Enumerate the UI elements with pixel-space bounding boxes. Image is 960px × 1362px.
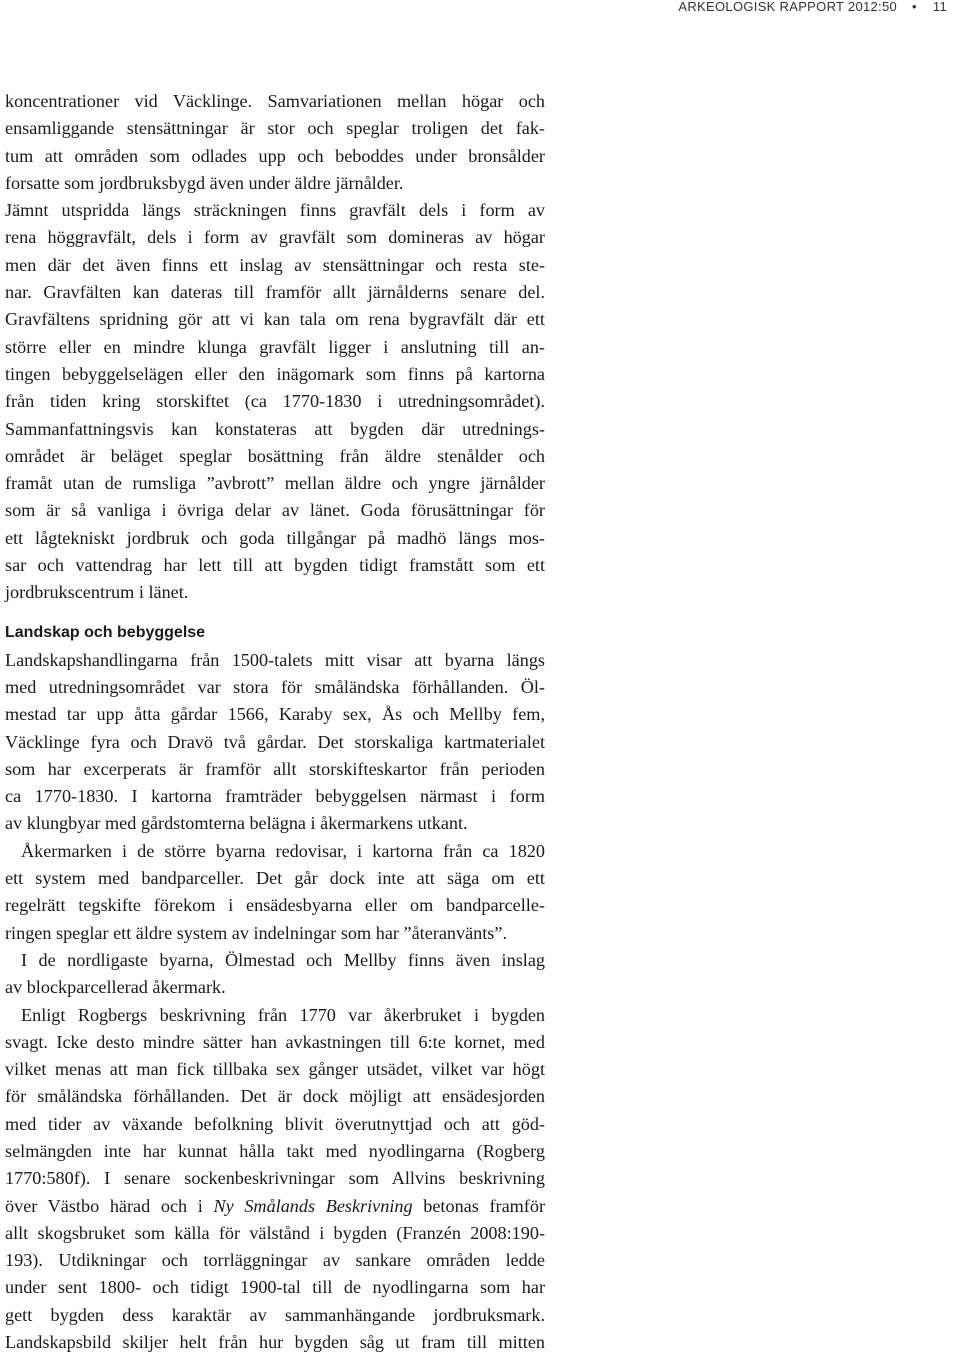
text-line: från tiden kring storskiftet (ca 1770-1830 i utredningsområdet). [5, 391, 545, 412]
text-line: Landskapshandlingarna från 1500-talets mitt visar att byarna längs [5, 649, 545, 670]
text-line: framåt utan de rumsliga ”avbrott” mellan äldre och yngre järnålder [5, 473, 545, 494]
text-line: Landskapsbild skiljer helt från hur bygden såg ut fram till mitten [5, 1332, 545, 1353]
running-header [678, 0, 947, 14]
section-heading: Landskap och bebyggelse [5, 623, 206, 641]
text-line: I de nordligaste byarna, Ölmestad och Mellby finns även inslag [21, 949, 545, 970]
running-title: ARKEOLOGISK RAPPORT 2012:50 [678, 0, 898, 14]
text-line: som är så vanliga i övriga delar av länet. Goda förusättningar för [5, 500, 545, 521]
text-line: selmängden inte har kunnat hålla takt med nyodlingarna (Rogberg [5, 1140, 545, 1161]
intro-block [5, 88, 545, 607]
text-line: som har excerperats är framför allt storskifteskartor från perioden [5, 758, 545, 779]
text-line: Sammanfattningsvis kan konstateras att bygden där utrednings- [5, 418, 545, 439]
text-line: regelrätt tegskifte förekom i ensädesbyarna eller om bandparcelle- [5, 895, 545, 916]
text-line: ringen speglar ett äldre system av indelningar som har ”återanvänts”. [5, 922, 507, 943]
text-line: sar och vattendrag har lett till att bygden tidigt framstått som ett [5, 555, 545, 576]
page-body [5, 88, 545, 1356]
text-line: ett system med bandparceller. Det går dock inte att säga om ett [5, 868, 545, 889]
text-line: rena höggravfält, dels i form av gravfält som domineras av högar [5, 227, 545, 248]
paragraph-4 [5, 1002, 545, 1357]
text-line: större eller en mindre klunga gravfält ligger i anslutning till an- [5, 336, 545, 357]
text-line: Jämnt utspridda längs sträckningen finns gravfält dels i form av [5, 200, 545, 221]
text-line: jordbrukscentrum i länet. [5, 582, 189, 603]
text-line: med tider av växande befolkning blivit överutnyttjad och att göd- [5, 1113, 545, 1134]
text-line: allt skogsbruket som källa för välstånd i bygden (Franzén 2008:190- [5, 1222, 545, 1243]
text-line: tum att områden som odlades upp och beboddes under bronsålder [5, 145, 545, 166]
text-line: koncentrationer vid Väcklinge. Samvariationen mellan högar och [5, 91, 545, 111]
text-fragment: över Västbo härad och i [5, 1195, 214, 1216]
paragraph-2 [5, 838, 545, 947]
text-line: av blockparcellerad åkermark. [5, 977, 226, 998]
text-line: området är beläget speglar bosättning från äldre stenålder och [5, 445, 545, 466]
text-line: Väcklinge fyra och Dravö två gårdar. Det storskaliga kartmaterialet [5, 731, 545, 752]
paragraph-3 [5, 947, 545, 1002]
paragraph-1 [5, 647, 545, 838]
text-line: mestad tar upp åtta gårdar 1566, Karaby sex, Ås och Mellby fem, [5, 704, 545, 725]
text-line: av klungbyar med gårdstomterna belägna i åkermarkens utkant. [5, 813, 468, 834]
text-line: Gravfältens spridning gör att vi kan tala om rena bygravfält där ett [5, 309, 545, 330]
text-line: Åkermarken i de större byarna redovisar, i kartorna från ca 1820 [21, 840, 545, 861]
page-number: 11 [932, 0, 947, 14]
text-line: 193). Utdikningar och torrläggningar av sankare områden ledde [5, 1250, 545, 1271]
text-fragment: betonas framför [412, 1195, 546, 1216]
text-line: tingen bebyggelselägen eller den inägomark som finns på kartorna [5, 363, 545, 384]
text-line: ett lågtekniskt jordbruk och goda tillgångar på madhö längs mos- [5, 527, 545, 548]
text-line: forsatte som jordbruksbygd även under äldre järnålder. [5, 172, 404, 193]
text-line: under sent 1800- och tidigt 1900-tal till de nyodlingarna som har [5, 1277, 545, 1298]
text-line: med utredningsområdet var stora för småländska förhållanden. Öl- [5, 676, 545, 697]
text-line-with-title [5, 1193, 545, 1220]
book-title: Ny Smålands Beskrivning [213, 1195, 413, 1216]
text-line: ca 1770-1830. I kartorna framträder bebyggelsen närmast i form [5, 786, 545, 807]
header-bullet: • [912, 0, 917, 14]
text-line: gett bygden dess karaktär av sammanhängande jordbruksmark. [5, 1304, 545, 1325]
text-line: Enligt Rogbergs beskrivning från 1770 var åkerbruket i bygden [21, 1004, 545, 1025]
text-line: men där det även finns ett inslag av stensättningar och resta ste- [5, 254, 545, 275]
text-line: svagt. Icke desto mindre sätter han avkastningen till 6:te kornet, med [5, 1031, 545, 1052]
text-line: för småländska förhållanden. Det är dock möjligt att ensädesjorden [5, 1086, 545, 1107]
text-line: 1770:580f). I senare sockenbeskrivningar som Allvins beskrivning [5, 1168, 545, 1189]
text-line: vilket menas att man fick tillbaka sex gånger utsädet, vilket var högt [5, 1059, 545, 1080]
text-line: ensamliggande stensättningar är stor och speglar troligen det fak- [5, 118, 545, 139]
text-line: nar. Gravfälten kan dateras till framför allt järnålderns senare del. [5, 282, 545, 303]
